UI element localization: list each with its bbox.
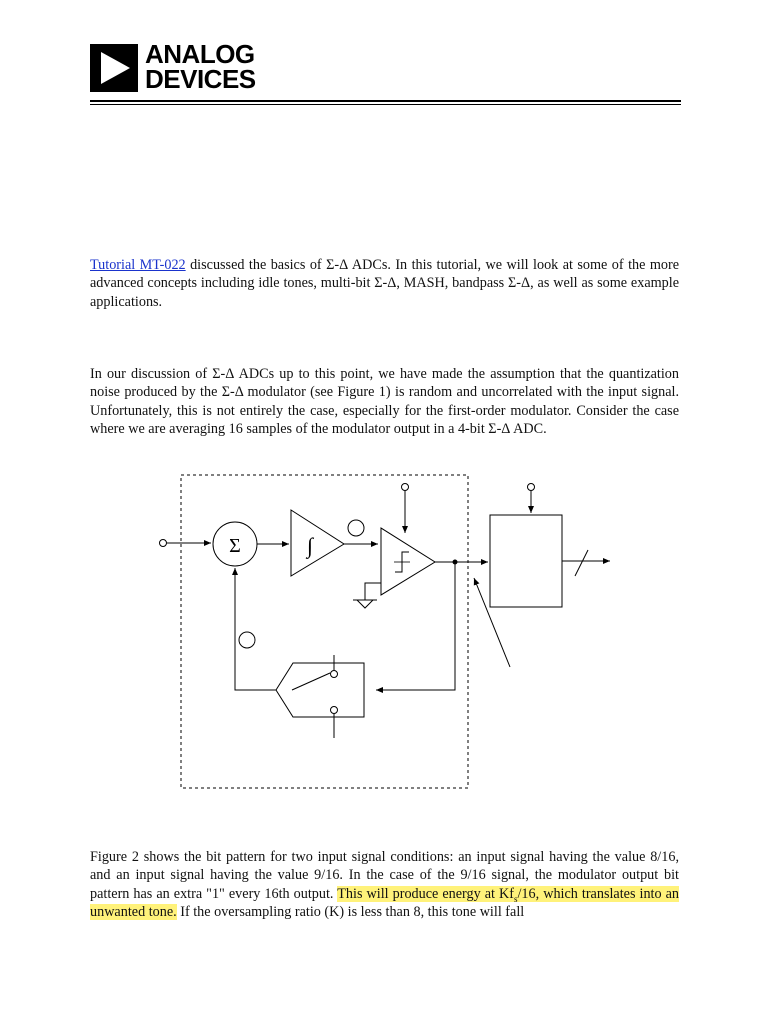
header-rule-thin <box>90 104 681 105</box>
highlight-part-a: This will produce energy at Kf <box>337 885 514 902</box>
logo-triangle-icon <box>90 44 138 92</box>
comparator-block <box>381 528 435 595</box>
intro-paragraph <box>90 256 679 311</box>
logo-line2: DEVICES <box>145 64 256 94</box>
input-terminal <box>160 540 167 547</box>
highlight-subscript: s <box>513 893 518 904</box>
comparator-clock-terminal <box>402 484 409 491</box>
header-rule-thick <box>90 100 681 102</box>
bus-slash <box>575 550 588 576</box>
bit-pattern-text-end: If the oversampling ratio (K) is less than 8, this tone will fall <box>176 904 525 921</box>
bit-pattern-text: Figure 2 shows the bit pattern for two input signal conditions: an input signal having the value 8/16, and an input signal having the value 9/16. In the case of the 9/16 signal, the modulator output bit pattern has an extra "1" every 16th output. <box>90 849 679 902</box>
tutorial-link[interactable]: Tutorial MT-022 <box>90 257 186 273</box>
modulator-boundary <box>181 475 468 788</box>
ground-icon <box>353 583 381 608</box>
digital-filter-block <box>490 515 562 607</box>
discussion-paragraph: In our discussion of Σ-Δ ADCs up to this point, we have made the assumption that the quantization noise produced by the Σ-Δ modulator (see Figure 1) is random and uncorrelated with the input signal. Unfortunately, this is not entirely the case, especially for the first-order modulator. Consider the case where we are averaging 16 samples of the modulator output in a 4-bit Σ-Δ ADC. <box>90 366 679 438</box>
dac-switch-block <box>276 655 364 738</box>
logo-wordmark <box>145 39 256 94</box>
analog-devices-logo <box>90 39 260 94</box>
filter-clock-terminal <box>528 484 535 491</box>
integrator-symbol: ∫ <box>306 533 314 558</box>
node-marker-b <box>239 632 255 648</box>
intro-text: discussed the basics of Σ-Δ ADCs. In this tutorial, we will look at some of the more advanced concepts including idle tones, multi-bit Σ-Δ, MASH, bandpass Σ-Δ, as well as some example applications. <box>90 257 679 310</box>
integrator-block <box>291 510 344 576</box>
node-marker-a <box>348 520 364 536</box>
summing-node <box>213 522 257 566</box>
modulator-diagram <box>150 470 620 795</box>
summer-symbol: Σ <box>229 535 241 557</box>
logo-line1: ANALOG <box>145 39 255 69</box>
highlight-part-b: /16, which translates into an unwanted tone. <box>90 885 679 921</box>
bit-pattern-paragraph <box>90 848 679 922</box>
